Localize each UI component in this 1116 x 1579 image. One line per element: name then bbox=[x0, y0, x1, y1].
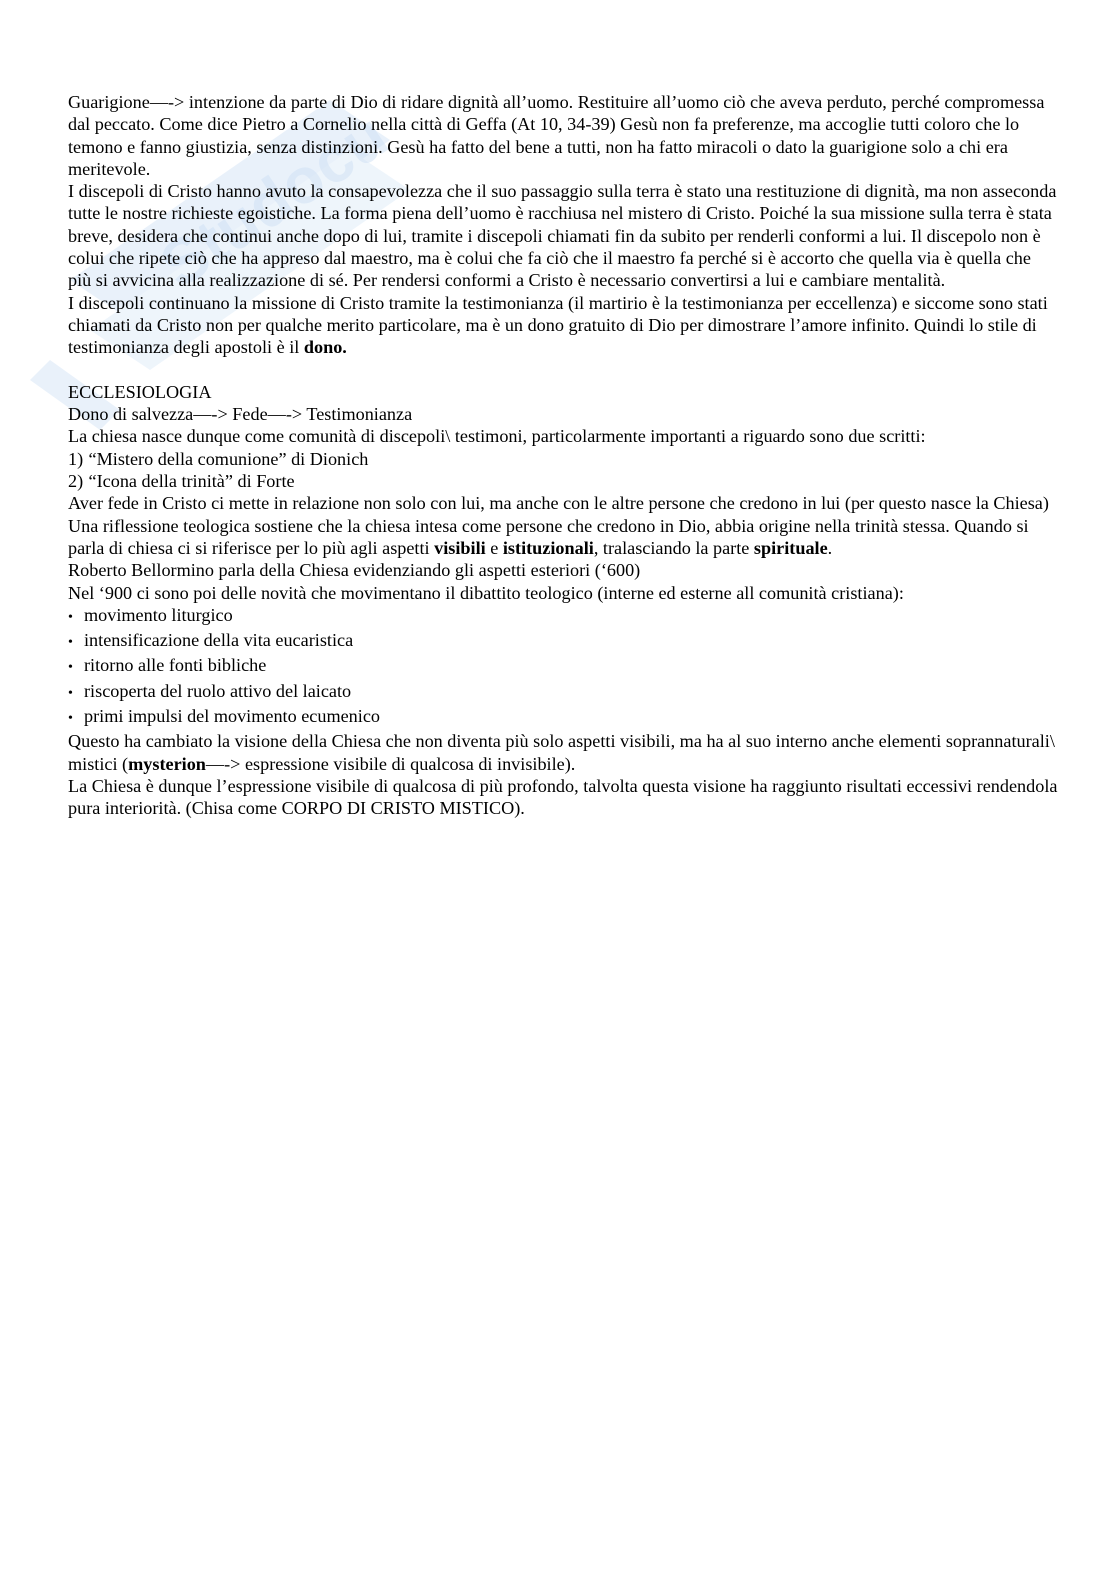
bold-visibili: visibili bbox=[434, 537, 486, 558]
list-item bbox=[68, 629, 1058, 654]
bullet-icon: • bbox=[68, 685, 73, 701]
list-item bbox=[68, 705, 1058, 730]
document-page bbox=[68, 91, 1058, 820]
bold-spirituale: spirituale bbox=[753, 537, 828, 558]
paragraph-bellarmino: Roberto Bellormino parla della Chiesa evidenziando gli aspetti esteriori (‘600) bbox=[68, 560, 641, 581]
paragraph-discepoli: I discepoli di Cristo hanno avuto la consapevolezza che il suo passaggio sulla terra è stato una restituzione di dignità, ma non asseconda tutte le nostre richieste egoistiche. La forma piena dell’uomo è racchiusa nel mistero di Cristo. Poiché la sua missione sulla terra è stata breve, desidera che continui anche dopo di lui, tramite i discepoli chiamati fin da subito per renderli conformi a lui. Il discepolo non è colui che ripete ciò che ha appreso dal maestro, ma è colui che fa ciò che il maestro fa perché si è accorto che quella via è quella che più si avvicina alla realizzazione di sé. Per rendersi conformi a Cristo è necessario convertirsi a lui e cambiare mentalità. bbox=[68, 181, 1057, 291]
paragraph-guarigione: Guarigione—-> intenzione da parte di Dio di ridare dignità all’uomo. Restituire all’uomo ciò che aveva perduto, perché compromessa dal peccato. Come dice Pietro a Cornelio nella città di Geffa (At 10, 34-39) Gesù non fa preferenze, ma accoglie tutti coloro che lo temono e fanno giustizia, senza distinzioni. Gesù ha fatto del bene a tutti, non ha fatto miracoli o dato la guarigione solo a chi era meritevole. bbox=[68, 92, 1045, 179]
paragraph-fede: Aver fede in Cristo ci mette in relazione non solo con lui, ma anche con le altre persone che credono in lui (per questo nasce la Chiesa) bbox=[68, 493, 1049, 514]
list-item-text: primi impulsi del movimento ecumenico bbox=[84, 706, 380, 727]
list-item-text: ritorno alle fonti bibliche bbox=[84, 655, 267, 676]
text-segment: —-> espressione visibile di qualcosa di invisibile). bbox=[205, 753, 576, 774]
list-item bbox=[68, 604, 1058, 629]
text-segment: e bbox=[485, 537, 503, 558]
watermark-text: Studocu bbox=[147, 98, 401, 302]
paragraph-trinita bbox=[68, 515, 1058, 560]
spacer bbox=[68, 359, 1058, 381]
bullet-icon: • bbox=[68, 660, 73, 676]
text-segment: , tralasciando la parte bbox=[593, 537, 754, 558]
bullet-icon: • bbox=[68, 609, 73, 625]
list-item-text: riscoperta del ruolo attivo del laicato bbox=[84, 680, 352, 701]
line-chiesa-nasce: La chiesa nasce dunque come comunità di discepoli\ testimoni, particolarmente importanti a riguardo sono due scritti: bbox=[68, 426, 926, 447]
bullet-list bbox=[68, 604, 1058, 730]
list-item bbox=[68, 654, 1058, 679]
numbered-list bbox=[68, 448, 1058, 493]
paragraph-visione bbox=[68, 730, 1058, 775]
bullet-icon: • bbox=[68, 711, 73, 727]
bullet-icon: • bbox=[68, 635, 73, 651]
bold-mysterion: mysterion bbox=[128, 753, 206, 774]
list-item-text: “Icona della trinità” di Forte bbox=[88, 471, 295, 492]
list-number: 1) bbox=[68, 448, 84, 469]
list-item-text: movimento liturgico bbox=[84, 604, 233, 625]
list-item bbox=[68, 680, 1058, 705]
list-item bbox=[68, 448, 1058, 470]
list-item-text: intensificazione della vita eucaristica bbox=[84, 630, 354, 651]
heading-ecclesiologia: ECCLESIOLOGIA bbox=[68, 381, 212, 402]
paragraph-novecento: Nel ‘900 ci sono poi delle novità che movimentano il dibattito teologico (interne ed esterne all comunità cristiana): bbox=[68, 582, 904, 603]
bold-dono: dono. bbox=[303, 337, 347, 358]
line-dono-salvezza: Dono di salvezza—-> Fede—-> Testimonianza bbox=[68, 404, 413, 425]
text-segment: . bbox=[827, 537, 833, 558]
bold-istituzionali: istituzionali bbox=[502, 537, 594, 558]
list-item bbox=[68, 470, 1058, 492]
paragraph-chiesa-espressione: La Chiesa è dunque l’espressione visibile di qualcosa di più profondo, talvolta questa visione ha raggiunto risultati eccessivi rendendola pura interiorità. (Chisa come CORPO DI CRISTO MISTICO). bbox=[68, 775, 1058, 819]
text-segment: Questo ha cambiato la visione della Chiesa che non diventa più solo aspetti visibili, ma ha al suo interno anche elementi soprannaturali\ mistici ( bbox=[68, 731, 1055, 774]
paragraph-testimonianza-text: I discepoli continuano la missione di Cristo tramite la testimonianza (il martirio è la testimonianza per eccellenza) e siccome sono stati chiamati da Cristo non per qualche merito particolare, ma è un dono gratuito di Dio per dimostrare l’amore infinito. Quindi lo stile di testimonianza degli apostoli è il bbox=[68, 292, 1048, 358]
paragraph-testimonianza bbox=[68, 292, 1058, 359]
list-item-text: “Mistero della comunione” di Dionich bbox=[88, 448, 369, 469]
list-number: 2) bbox=[68, 471, 84, 492]
text-segment: Una riflessione teologica sostiene che la chiesa intesa come persone che credono in Dio, abbia origine nella trinità stessa. Quando si parla di chiesa ci si riferisce per lo più agli aspetti bbox=[68, 515, 1029, 558]
